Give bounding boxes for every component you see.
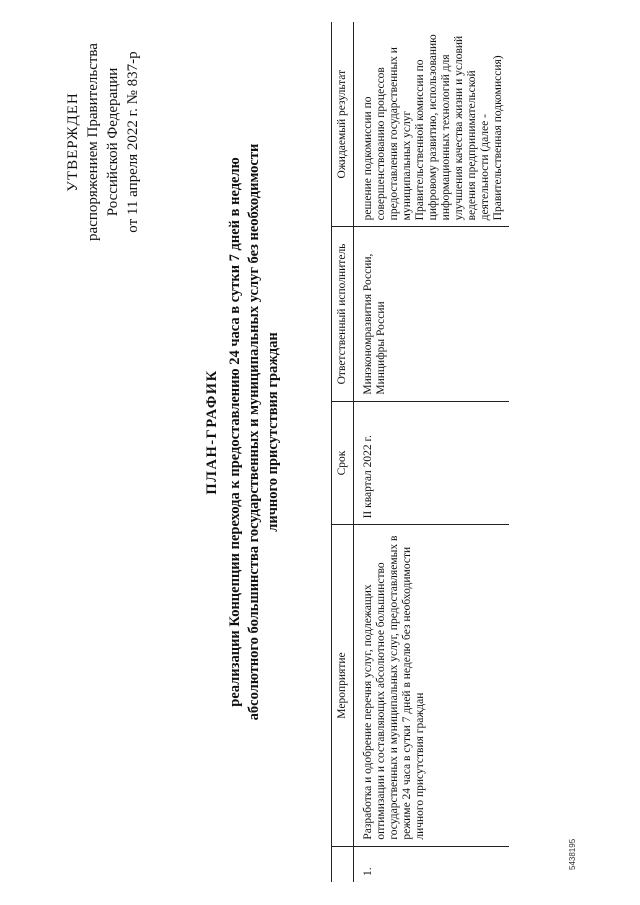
row-term: II квартал 2022 г. — [354, 401, 510, 525]
table-header-row — [332, 22, 354, 882]
plan-table — [331, 22, 509, 882]
header-term: Срок — [332, 401, 354, 525]
approval-line-4: от 11 апреля 2022 г. № 837-р — [125, 51, 141, 233]
header-executor: Ответственный исполнитель — [332, 227, 354, 401]
row-num: 1. — [354, 846, 510, 882]
row-activity: Разработка и одобрение перечня услуг, подлежащих оптимизации и составляющих абсолютное большинство государственных и муниципальных услуг, предоставляемых в режиме 24 часа в сутки 7 дней в неделю без необходимости личного присутствия граждан — [354, 525, 510, 846]
header-result: Ожидаемый результат — [332, 22, 354, 227]
table-row — [354, 22, 510, 882]
document-title — [203, 52, 283, 812]
document-code: 5438195 — [568, 838, 577, 870]
approval-heading: УТВЕРЖДЕН — [65, 92, 81, 192]
header-num — [332, 846, 354, 882]
approval-stamp — [63, 32, 143, 252]
approval-line-2: распоряжением Правительства — [85, 43, 101, 241]
title-line-1: реализации Концепции перехода к предоставлению 24 часа в сутки 7 дней в неделю — [227, 157, 243, 707]
header-activity: Мероприятие — [332, 525, 354, 846]
title-main: ПЛАН-ГРАФИК — [204, 369, 220, 495]
rotated-sheet — [13, 12, 628, 892]
title-line-2: абсолютного большинства государственных и муниципальных услуг без необходимости — [246, 143, 262, 721]
row-executor: Минэкономразвития России, Минцифры России — [354, 227, 510, 401]
approval-line-3: Российской Федерации — [105, 67, 121, 217]
row-result: решение подкомиссии по совершенствованию процессов предоставления государственных и муниципальных услуг Правительственной комиссии по цифровому развитию, использованию информационных технологий для улучшения качества жизни и условий ведения предпринимательской деятельности (далее - Правительственная подкомиссия) — [354, 22, 510, 227]
title-line-3: личного присутствия граждан — [265, 332, 281, 532]
